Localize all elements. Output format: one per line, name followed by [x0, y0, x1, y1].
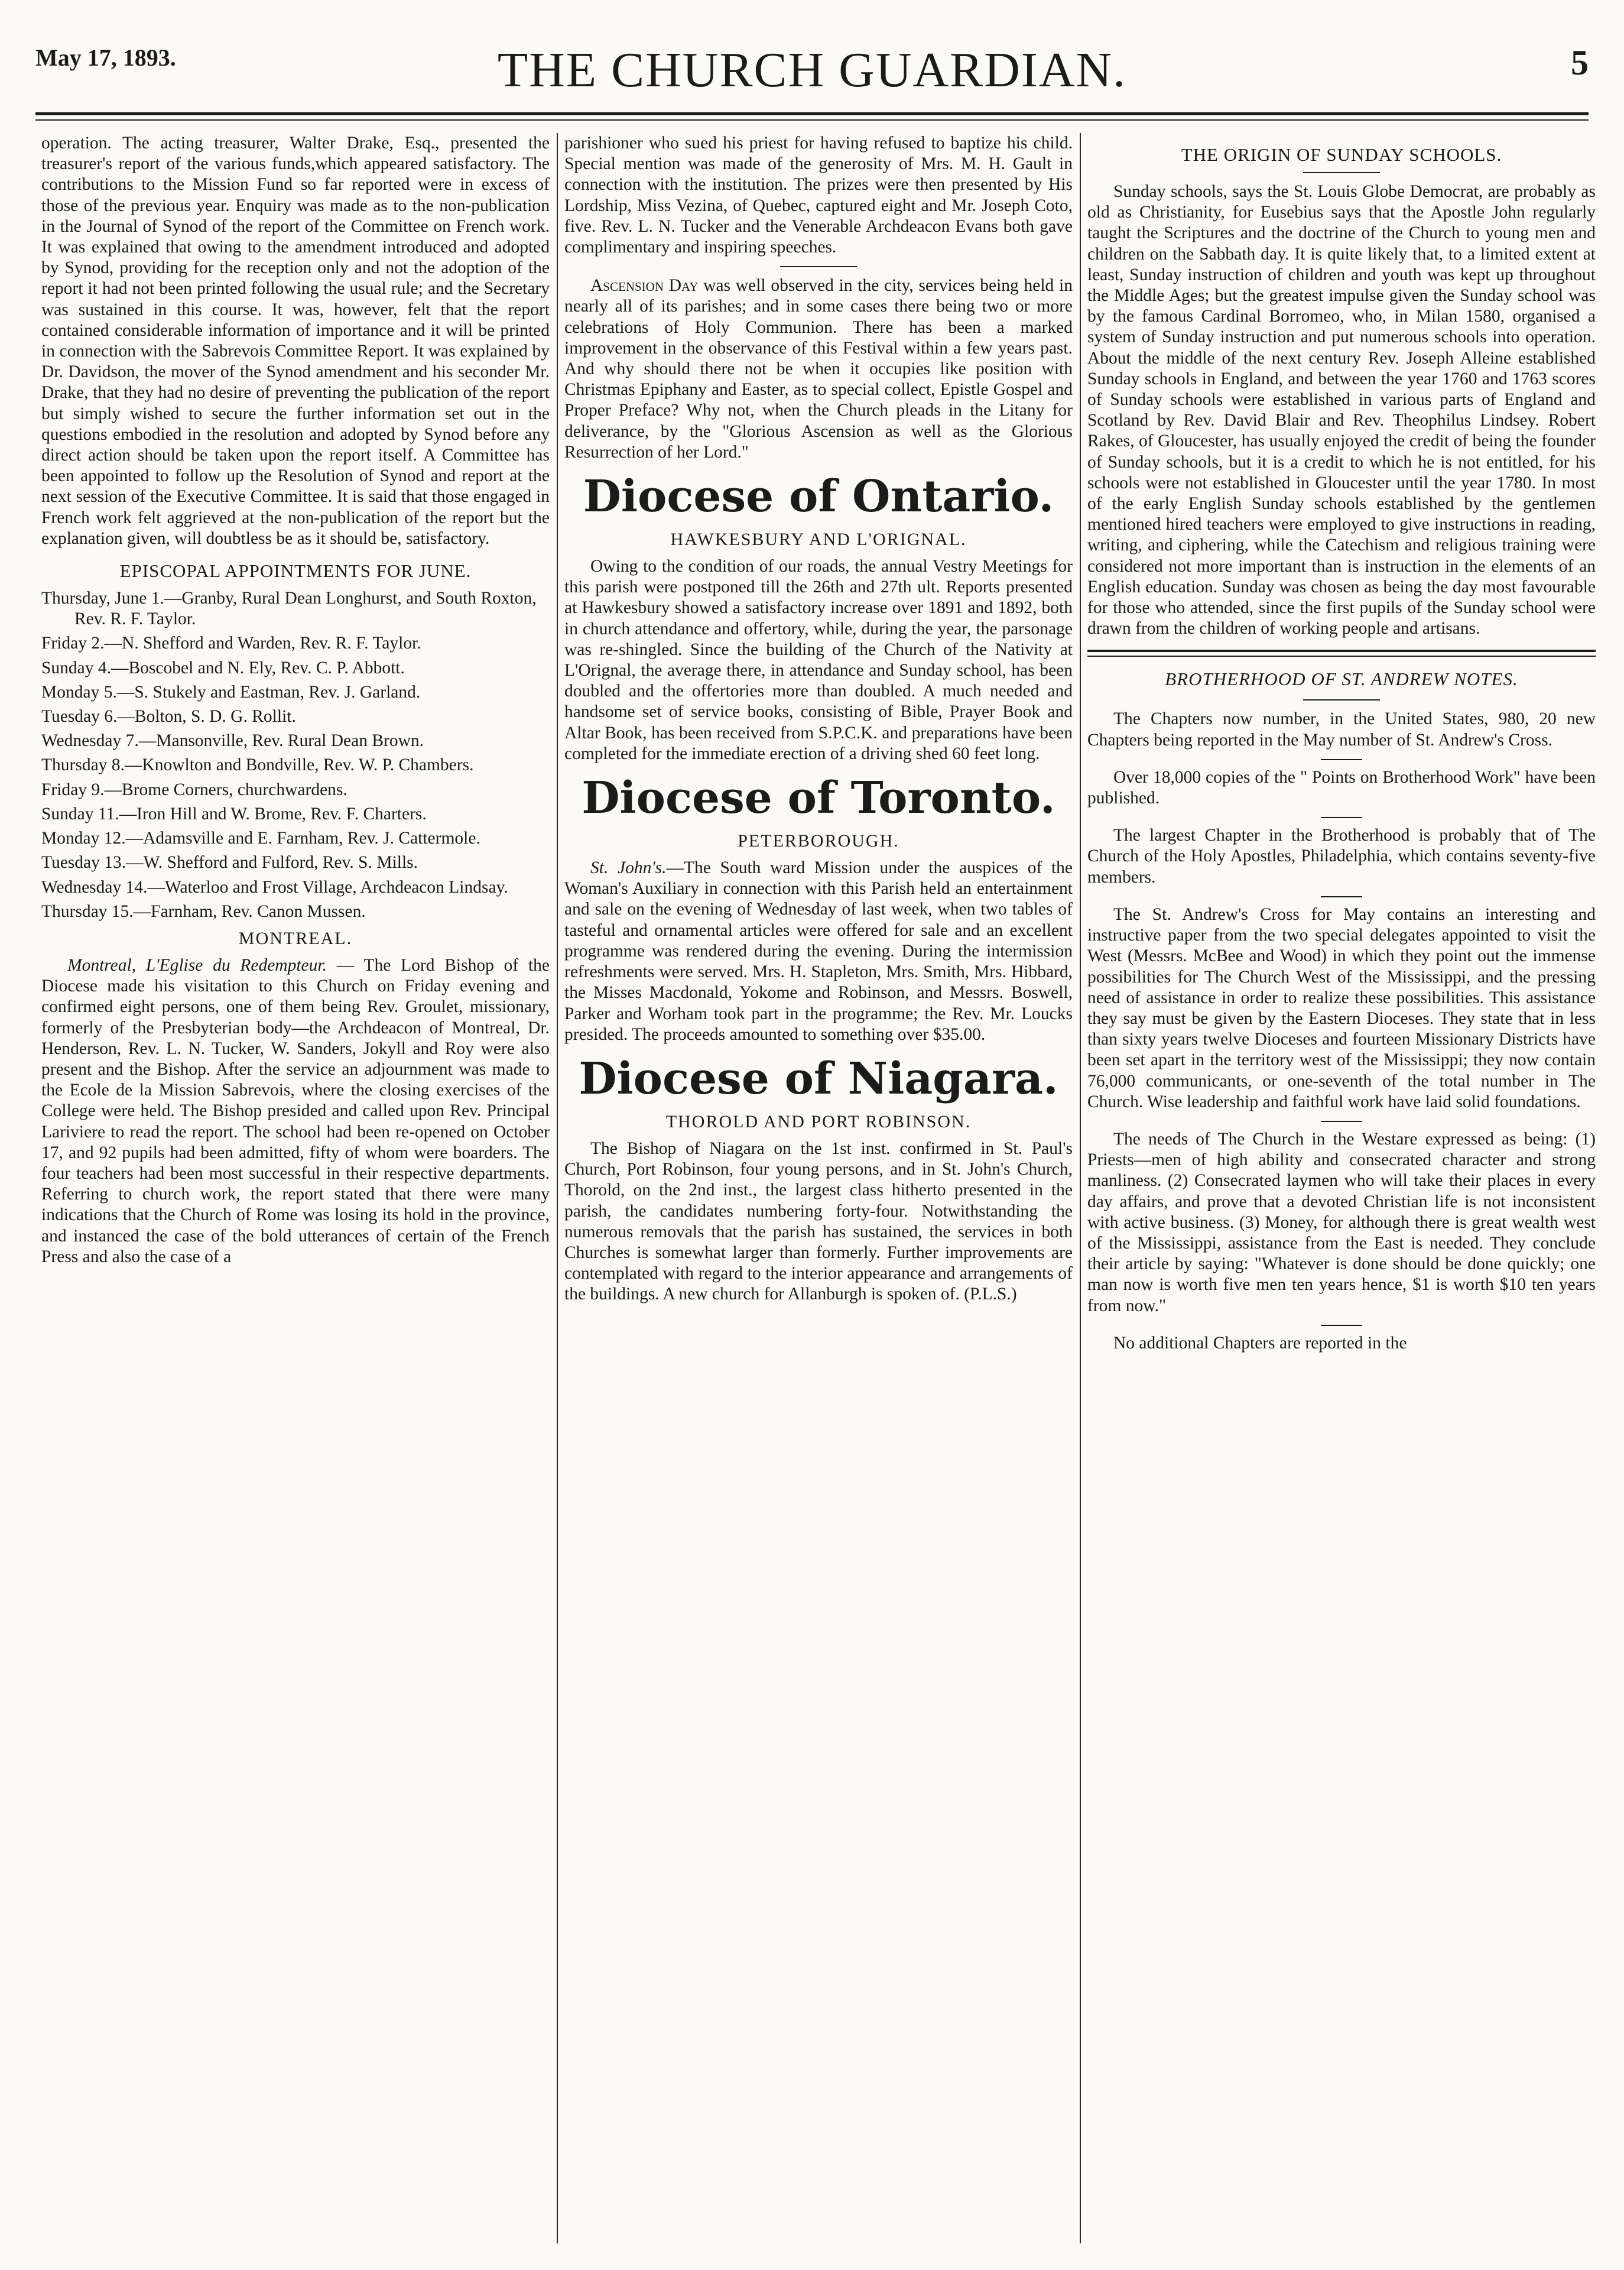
appointment-item: Sunday 4.—Boscobel and N. Ely, Rev. C. P. Abbott.	[41, 658, 405, 677]
appointments-heading: EPISCOPAL APPOINTMENTS FOR JUNE.	[119, 560, 472, 582]
masthead-rule-thin	[35, 119, 1589, 121]
separator-rule	[1321, 1121, 1362, 1122]
issue-date: May 17, 1893.	[35, 44, 176, 71]
thorold-paragraph: The Bishop of Niagara on the 1st inst. confirmed in St. Paul's Church, Port Robinson, four young persons, and in St. John's Church, Thorold, on the 2nd inst., the largest class hitherto presented in the parish, the candidates numbering forty-four. Notwithstanding the numerous removals that the parish has sustained, the services in both Churches is somewhat larger than formerly. Further improvements are contemplated with regard to the interior appearance and arrangements of the buildings. A new church for Allanburgh is spoken of. (P.L.S.)	[564, 1139, 1073, 1304]
appointment-item: Monday 12.—Adamsville and E. Farnham, Rev. J. Cattermole.	[41, 829, 480, 848]
column-2	[564, 133, 1073, 2249]
brotherhood-heading: BROTHERHOOD OF ST. ANDREW NOTES.	[1165, 669, 1518, 690]
montreal-text: — The Lord Bishop of the Diocese made his visitation to this Church on Friday evening and confirmed eight persons, one of them being Rev. Groulet, missionary, formerly of the Presbyterian body—the Archdeacon of Montreal, Dr. Henderson, Rev. L. N. Tucker, W. Sanders, Jokyll and Roy were also present and the Bishop. After the service an adjournment was made to the Ecole de la Mission Sabrevois, where the closing exercises of the College were held. The Bishop presided and called upon Rev. Principal Lariviere to read the report. The school had been re-opened on October 17, and 92 pupils had been admitted, fifty of whom were boarders. The four teachers had been most successful in their respective departments. Referring to church work, the report stated that there were many indications that the Church of Rome was losing its hold in the province, and instanced the case of the bold utterances of certain of the French Press and also the case of a	[41, 955, 550, 1266]
hawkesbury-subheading: HAWKESBURY AND L'ORIGNAL.	[670, 530, 967, 550]
separator-rule	[1303, 699, 1380, 701]
ascension-lead: Ascension Day	[590, 276, 699, 296]
thorold-subheading: THOROLD AND PORT ROBINSON.	[665, 1111, 972, 1131]
synod-report-paragraph: operation. The acting treasurer, Walter Drake, Esq., presented the treasurer's report of the various funds,which appeared satisfactory. The contributions to the Mission Fund so far reported were in excess of those of the previous year. Enquiry was made as to the non-publication in the Journal of Synod of the report of the Committee on French work. It was explained that owing to the amendment introduced and adopted by Synod, providing for the reception only and not the adoption of the report it had not been printed following the usual rule; and the Secretary was sustained in this course. It was, however, felt that the report contained considerable information of importance and it will be printed in connection with the Sabrevois Committee Report. It was explained by Dr. Davidson, the mover of the Synod amendment and his seconder Mr. Drake, that they had no desire of preventing the publication of the report but simply wished to secure the further information set out in the questions embodied in the resolution and adopted by Synod before any direct action should be taken upon the report itself. A Committee has been appointed to follow up the Resolution of Synod and report at the next session of the Executive Committee. It is said that those engaged in French work felt aggrieved at the non-publication of the report but the explanation given, will doubtless be as it should be, satisfactory.	[41, 134, 550, 548]
diocese-ontario-heading: Diocese of Ontario.	[583, 471, 1054, 523]
ascension-day-paragraph	[564, 275, 1073, 463]
appointment-item: Tuesday 6.—Bolton, S. D. G. Rollit.	[41, 707, 296, 727]
montreal-paragraph	[41, 955, 550, 1267]
montreal-heading: MONTREAL.	[238, 928, 353, 948]
separator-rule	[1321, 896, 1362, 897]
appointment-item: Tuesday 13.—W. Shefford and Fulford, Rev. S. Mills.	[41, 853, 418, 873]
column-3	[1087, 133, 1596, 2249]
brotherhood-note: Over 18,000 copies of the " Points on Brotherhood Work" have been published.	[1087, 767, 1596, 808]
separator-rule	[1321, 1325, 1362, 1326]
double-rule	[1087, 650, 1596, 657]
column-divider-1	[557, 133, 558, 2243]
appointment-item: Friday 9.—Brome Corners, churchwardens.	[41, 780, 347, 799]
newspaper-title: THE CHURCH GUARDIAN.	[497, 43, 1127, 98]
montreal-lead: Montreal, L'Eglise du Redempteur.	[67, 955, 327, 975]
st-johns-lead: St. John's.	[590, 858, 667, 878]
appointment-item: Thursday 15.—Farnham, Rev. Canon Mussen.	[41, 901, 366, 921]
ascension-text: was well observed in the city, services being held in nearly all of its parishes; and in some cases there being two or more celebrations of Holy Communion. There has been a marked improvement in the observance of this Festival within a few years past. And why should there not be when it occupies like position with Christmas Epiphany and Easter, as to special collect, Epistle Gospel and Proper Preface? Why not, when the Church pleads in the Litany for deliverance, by the "Glorious Ascension as well as the Glorious Resurrection of her Lord."	[564, 276, 1073, 462]
brotherhood-note: The largest Chapter in the Brotherhood is probably that of The Church of the Holy Apostles, Philadelphia, which contains seventy-five members.	[1087, 826, 1596, 887]
separator-rule	[1321, 759, 1362, 760]
masthead	[35, 24, 1589, 136]
peterborough-paragraph	[564, 858, 1073, 1045]
peterborough-subheading: PETERBOROUGH.	[738, 831, 899, 851]
appointment-item: Wednesday 7.—Mansonville, Rev. Rural Dean Brown.	[41, 731, 424, 751]
brotherhood-note: The St. Andrew's Cross for May contains an interesting and instructive paper from the two special delegates appointed to visit the West (Messrs. McBee and Wood) in which they point out the immense possibilities for The Church West of the Mississippi, and the pressing need of assistance in order to realize these possibilities. This assistance they say must be given by the Eastern Dioceses. They state that in less than sixty years twelve Dioceses and fourteen Missionary Districts have been set apart in the territory west of the Mississippi; they now contain 76,000 communicants, or one-seventh of the total number in The Church. Wise leadership and faithful work have laid solid foundations.	[1087, 904, 1596, 1111]
appointment-item: Thursday, June 1.—Granby, Rural Dean Longhurst, and South Roxton, Rev. R. F. Taylor.	[41, 589, 537, 629]
diocese-toronto-heading: Diocese of Toronto.	[582, 773, 1055, 824]
appointment-item: Wednesday 14.—Waterloo and Frost Village, Archdeacon Lindsay.	[41, 877, 508, 897]
brotherhood-note: No additional Chapters are reported in the	[1113, 1333, 1407, 1353]
appointment-item: Thursday 8.—Knowlton and Bondville, Rev. W. P. Chambers.	[41, 755, 474, 775]
column-divider-2	[1080, 133, 1081, 2243]
peterborough-text: —The South ward Mission under the auspices of the Woman's Auxiliary in connection with this Parish held an entertainment and sale on the evening of Wednesday of last week, when two tables of tasteful and ornamental articles were offered for sale and an excellent programme was rendered during the evening. During the intermission refreshments were served. Mrs. H. Stapleton, Mrs. Smith, Mrs. Hibbard, the Misses Macdonald, Yokome and Robinson, and Messrs. Boswell, Parker and Worham took part in the programme; the Rev. Mr. Loucks presided. The proceeds amounted to something over $35.00.	[564, 858, 1073, 1044]
sabrevois-continued-paragraph: parishioner who sued his priest for having refused to baptize his child. Special mention was made of the generosity of Mrs. M. H. Gault in connection with the institution. The prizes were then presented by His Lordship, Miss Vezina, of Quebec, captured eight and Mr. Joseph Coto, five. Rev. L. N. Tucker and the Venerable Archdeacon Evans both gave complimentary and inspiring speeches.	[564, 134, 1073, 257]
brotherhood-note: The needs of The Church in the Westare expressed as being: (1) Priests—men of high ability and consecrated character and strong manliness. (2) Consecrated laymen who will take their places in every day affairs, and prove that a devoted Christian life is not inconsistent with active business. (3) Money, for although there is great wealth west of the Mississippi, assistance from the East is needed. They conclude their article by saying: "Whatever is done should be done quickly; one man now is worth five men ten years hence, $1 is worth $10 ten years from now."	[1087, 1129, 1596, 1315]
hawkesbury-paragraph: Owing to the condition of our roads, the annual Vestry Meetings for this parish were postponed till the 26th and 27th ult. Reports presented at Hawkesbury showed a satisfactory increase over 1891 and 1892, both in church attendance and offertory, while, during the year, the parsonage was re-shingled. Since the building of the Church of the Nativity at L'Orignal, the average there, in attendance and Sunday school, has been doubled and the offertories more than doubled. A much needed and handsome set of service books, consisting of Bible, Prayer Book and Altar Book, has been received from S.P.C.K. and preparations have been completed for the immediate erection of a driving shed 60 feet long.	[564, 557, 1073, 763]
masthead-rule	[35, 112, 1589, 115]
brotherhood-note: The Chapters now number, in the United States, 980, 20 new Chapters being reported in the May number of St. Andrew's Cross.	[1087, 709, 1596, 750]
sunday-schools-paragraph: Sunday schools, says the St. Louis Globe Democrat, are probably as old as Christianity, for Eusebius says that the Apostle John regularly taught the Scriptures and the doctrine of the Church to young men and children on the Sabbath day. It is quite likely that, to a limited extent at least, Sunday instruction of children and youth was kept up throughout the Middle Ages; but the greatest impulse given the Sunday school was by the famous Cardinal Borromeo, who, in Milan 1580, organised a system of Sunday instruction and put numerous schools into operation. About the middle of the next century Rev. Joseph Alleine established Sunday schools in England, and between the year 1760 and 1763 scores of Sunday schools were established in various parts of England and Scotland by Rev. David Blair and Rev. Theophilus Lindsey. Robert Rakes, of Gloucester, has usually enjoyed the credit of being the founder of Sunday schools, but it is a credit to which he is not entitled, for his schools were not established in Gloucester until the year 1780. In most of the early English Sunday schools established by the gentlemen mentioned hired teachers were employed to give instructions in reading, writing, and ciphering, while the Catechism and religious training were considered not more important than is instruction in the elements of an English education. Sunday was chosen as being the day most favourable for those who attended, since the first pupils of the Sunday school were drawn from the children of working people and artisans.	[1087, 182, 1596, 638]
sunday-schools-heading: THE ORIGIN OF SUNDAY SCHOOLS.	[1181, 144, 1502, 165]
appointment-item: Sunday 11.—Iron Hill and W. Brome, Rev. F. Charters.	[41, 804, 427, 823]
separator-rule	[1321, 817, 1362, 818]
column-1	[41, 133, 550, 2249]
appointment-item: Monday 5.—S. Stukely and Eastman, Rev. J. Garland.	[41, 682, 421, 702]
appointment-item: Friday 2.—N. Shefford and Warden, Rev. R. F. Taylor.	[41, 634, 421, 653]
separator-rule	[1303, 172, 1380, 173]
diocese-niagara-heading: Diocese of Niagara.	[579, 1053, 1058, 1104]
page-number: 5	[1571, 43, 1589, 82]
separator-rule	[780, 266, 857, 267]
